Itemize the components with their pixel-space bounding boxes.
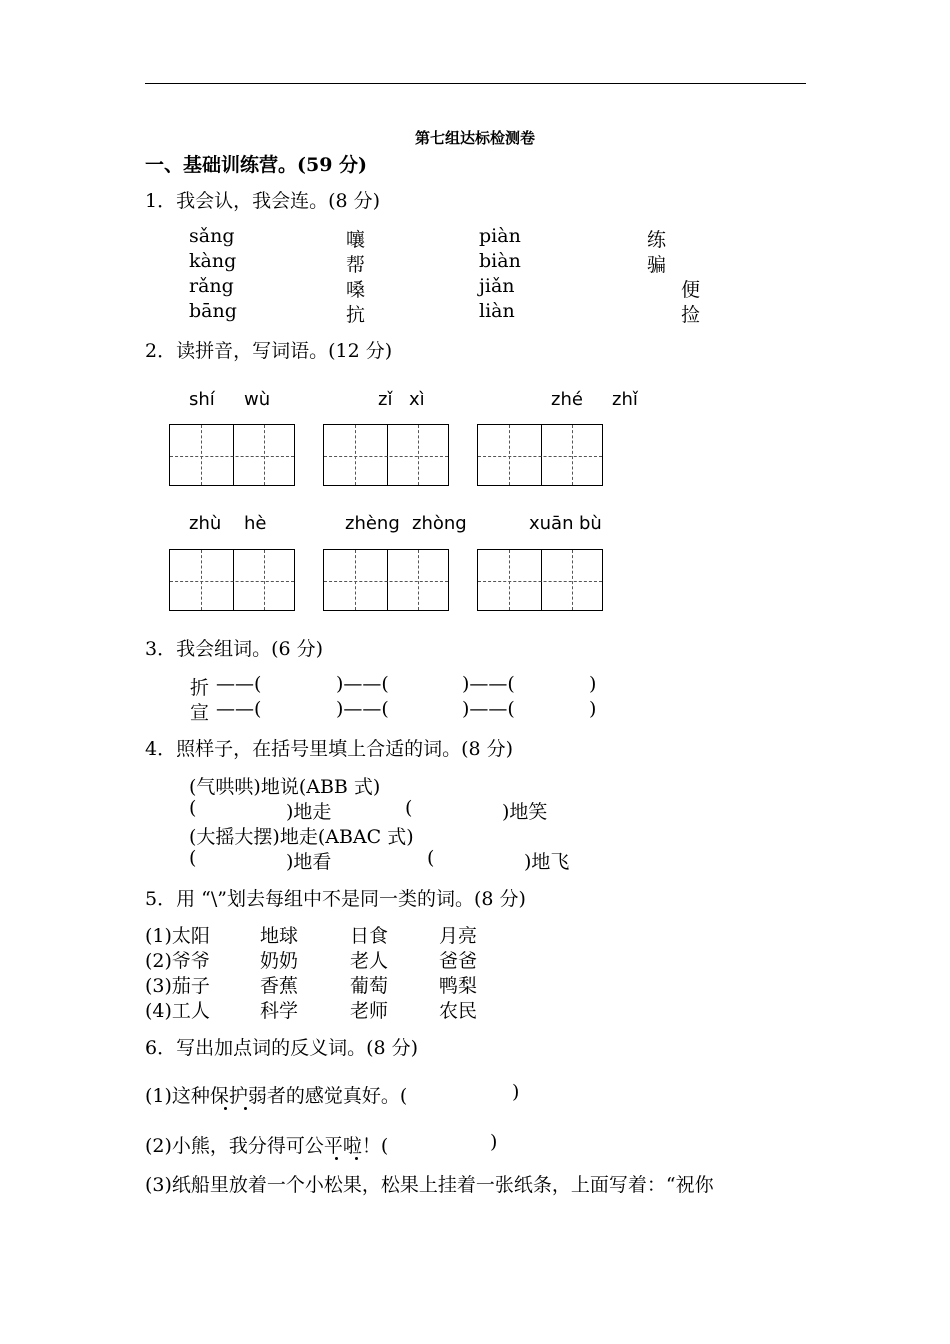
q1-char: 抗 (346, 304, 366, 326)
q4-heading: 4．照样子，在括号里填上合适的词。(8 分) (145, 738, 514, 760)
emphasis-dot (355, 1157, 358, 1160)
q6-sentence: (2)小熊，我分得可公平啦！( (145, 1135, 389, 1157)
q2-pinyin: wù (244, 389, 271, 410)
q2-pinyin: zhòng (412, 513, 467, 534)
q1-char: 捡 (681, 304, 701, 326)
q1-char: 嚷 (346, 229, 366, 251)
q5-word[interactable]: (3)茄子 (145, 975, 210, 997)
q2-pinyin: xì (409, 389, 425, 410)
q6-blank-end[interactable]: ) (512, 1081, 520, 1103)
q3-blank-sep[interactable]: )——( (336, 698, 389, 720)
q3-blank-sep[interactable]: )——( (462, 698, 515, 720)
q5-word[interactable]: 地球 (260, 925, 299, 947)
q1-char: 帮 (346, 254, 366, 276)
q5-word[interactable]: 科学 (260, 1000, 299, 1022)
writing-grid[interactable] (169, 424, 295, 486)
q5-word[interactable]: 爸爸 (439, 950, 478, 972)
q3-dash: ——( (216, 673, 262, 695)
q4-example: (大摇大摆)地走(ABAC 式) (189, 826, 414, 848)
q5-word[interactable]: 日食 (350, 925, 389, 947)
q2-pinyin: zhù (189, 513, 222, 534)
q1-char: 嗓 (346, 279, 366, 301)
q5-word[interactable]: 老人 (350, 950, 389, 972)
q5-word[interactable]: 月亮 (439, 925, 478, 947)
q4-example: (气哄哄)地说(ABB 式) (189, 776, 381, 798)
q1-pinyin: biàn (479, 250, 521, 272)
q6-sentence: (1)这种保护弱者的感觉真好。( (145, 1085, 408, 1107)
writing-grid[interactable] (323, 549, 449, 611)
q1-pinyin: bāng (189, 300, 237, 322)
q1-pinyin: sǎng (189, 225, 235, 247)
emphasis-dot (244, 1107, 247, 1110)
section-heading: 一、基础训练营。(59 分) (145, 154, 368, 176)
q1-char: 练 (647, 229, 667, 251)
q2-pinyin: zhǐ (612, 389, 638, 410)
q6-heading: 6．写出加点词的反义词。(8 分) (145, 1037, 419, 1059)
q2-heading: 2．读拼音，写词语。(12 分) (145, 340, 393, 362)
q4-blank-close: )地看 (286, 851, 332, 873)
q4-blank-open[interactable]: ( (189, 847, 197, 869)
q4-blank-close: )地走 (286, 801, 332, 823)
q5-word[interactable]: 鸭梨 (439, 975, 478, 997)
q1-pinyin: jiǎn (479, 275, 515, 297)
emphasis-dot (335, 1157, 338, 1160)
q3-blank-sep[interactable]: )——( (462, 673, 515, 695)
q2-pinyin: hè (244, 513, 267, 534)
q2-pinyin: xuān (529, 513, 574, 534)
q5-word[interactable]: 农民 (439, 1000, 478, 1022)
q5-word[interactable]: 香蕉 (260, 975, 299, 997)
q4-blank-open[interactable]: ( (405, 797, 413, 819)
emphasis-dot (224, 1107, 227, 1110)
q6-blank-end[interactable]: ) (490, 1131, 498, 1153)
q2-pinyin: zǐ (378, 389, 393, 410)
q5-word[interactable]: (1)太阳 (145, 925, 210, 947)
q4-blank-open[interactable]: ( (189, 797, 197, 819)
q1-pinyin: kàng (189, 250, 237, 272)
q3-blank-end[interactable]: ) (589, 698, 597, 720)
q1-pinyin: liàn (479, 300, 515, 322)
writing-grid[interactable] (477, 549, 603, 611)
q5-heading: 5．用 “\”划去每组中不是同一类的词。(8 分) (145, 888, 526, 910)
q5-word[interactable]: (4)工人 (145, 1000, 210, 1022)
q3-dash: ——( (216, 698, 262, 720)
q1-pinyin: rǎng (189, 275, 234, 297)
q6-sentence: (3)纸船里放着一个小松果，松果上挂着一张纸条，上面写着：“祝你 (145, 1174, 714, 1196)
q2-pinyin: shí (189, 389, 215, 410)
q4-blank-open[interactable]: ( (427, 847, 435, 869)
q1-char: 骗 (647, 254, 667, 276)
q3-char: 折 (190, 677, 210, 699)
q4-blank-close: )地笑 (502, 801, 548, 823)
q3-char: 宣 (190, 702, 210, 724)
q2-pinyin: zhèng (345, 513, 400, 534)
writing-grid[interactable] (323, 424, 449, 486)
q5-word[interactable]: 老师 (350, 1000, 389, 1022)
writing-grid[interactable] (477, 424, 603, 486)
q1-pinyin: piàn (479, 225, 521, 247)
q1-heading: 1．我会认，我会连。(8 分) (145, 190, 381, 212)
q2-pinyin: zhé (551, 389, 583, 410)
q5-word[interactable]: 葡萄 (350, 975, 389, 997)
q5-word[interactable]: 奶奶 (260, 950, 299, 972)
writing-grid[interactable] (169, 549, 295, 611)
top-rule (145, 83, 806, 84)
q3-blank-sep[interactable]: )——( (336, 673, 389, 695)
q3-heading: 3．我会组词。(6 分) (145, 638, 324, 660)
q3-blank-end[interactable]: ) (589, 673, 597, 695)
q1-char: 便 (681, 279, 701, 301)
page-title: 第七组达标检测卷 (414, 129, 535, 147)
q5-word[interactable]: (2)爷爷 (145, 950, 210, 972)
q2-pinyin: bù (579, 513, 602, 534)
q4-blank-close: )地飞 (524, 851, 570, 873)
